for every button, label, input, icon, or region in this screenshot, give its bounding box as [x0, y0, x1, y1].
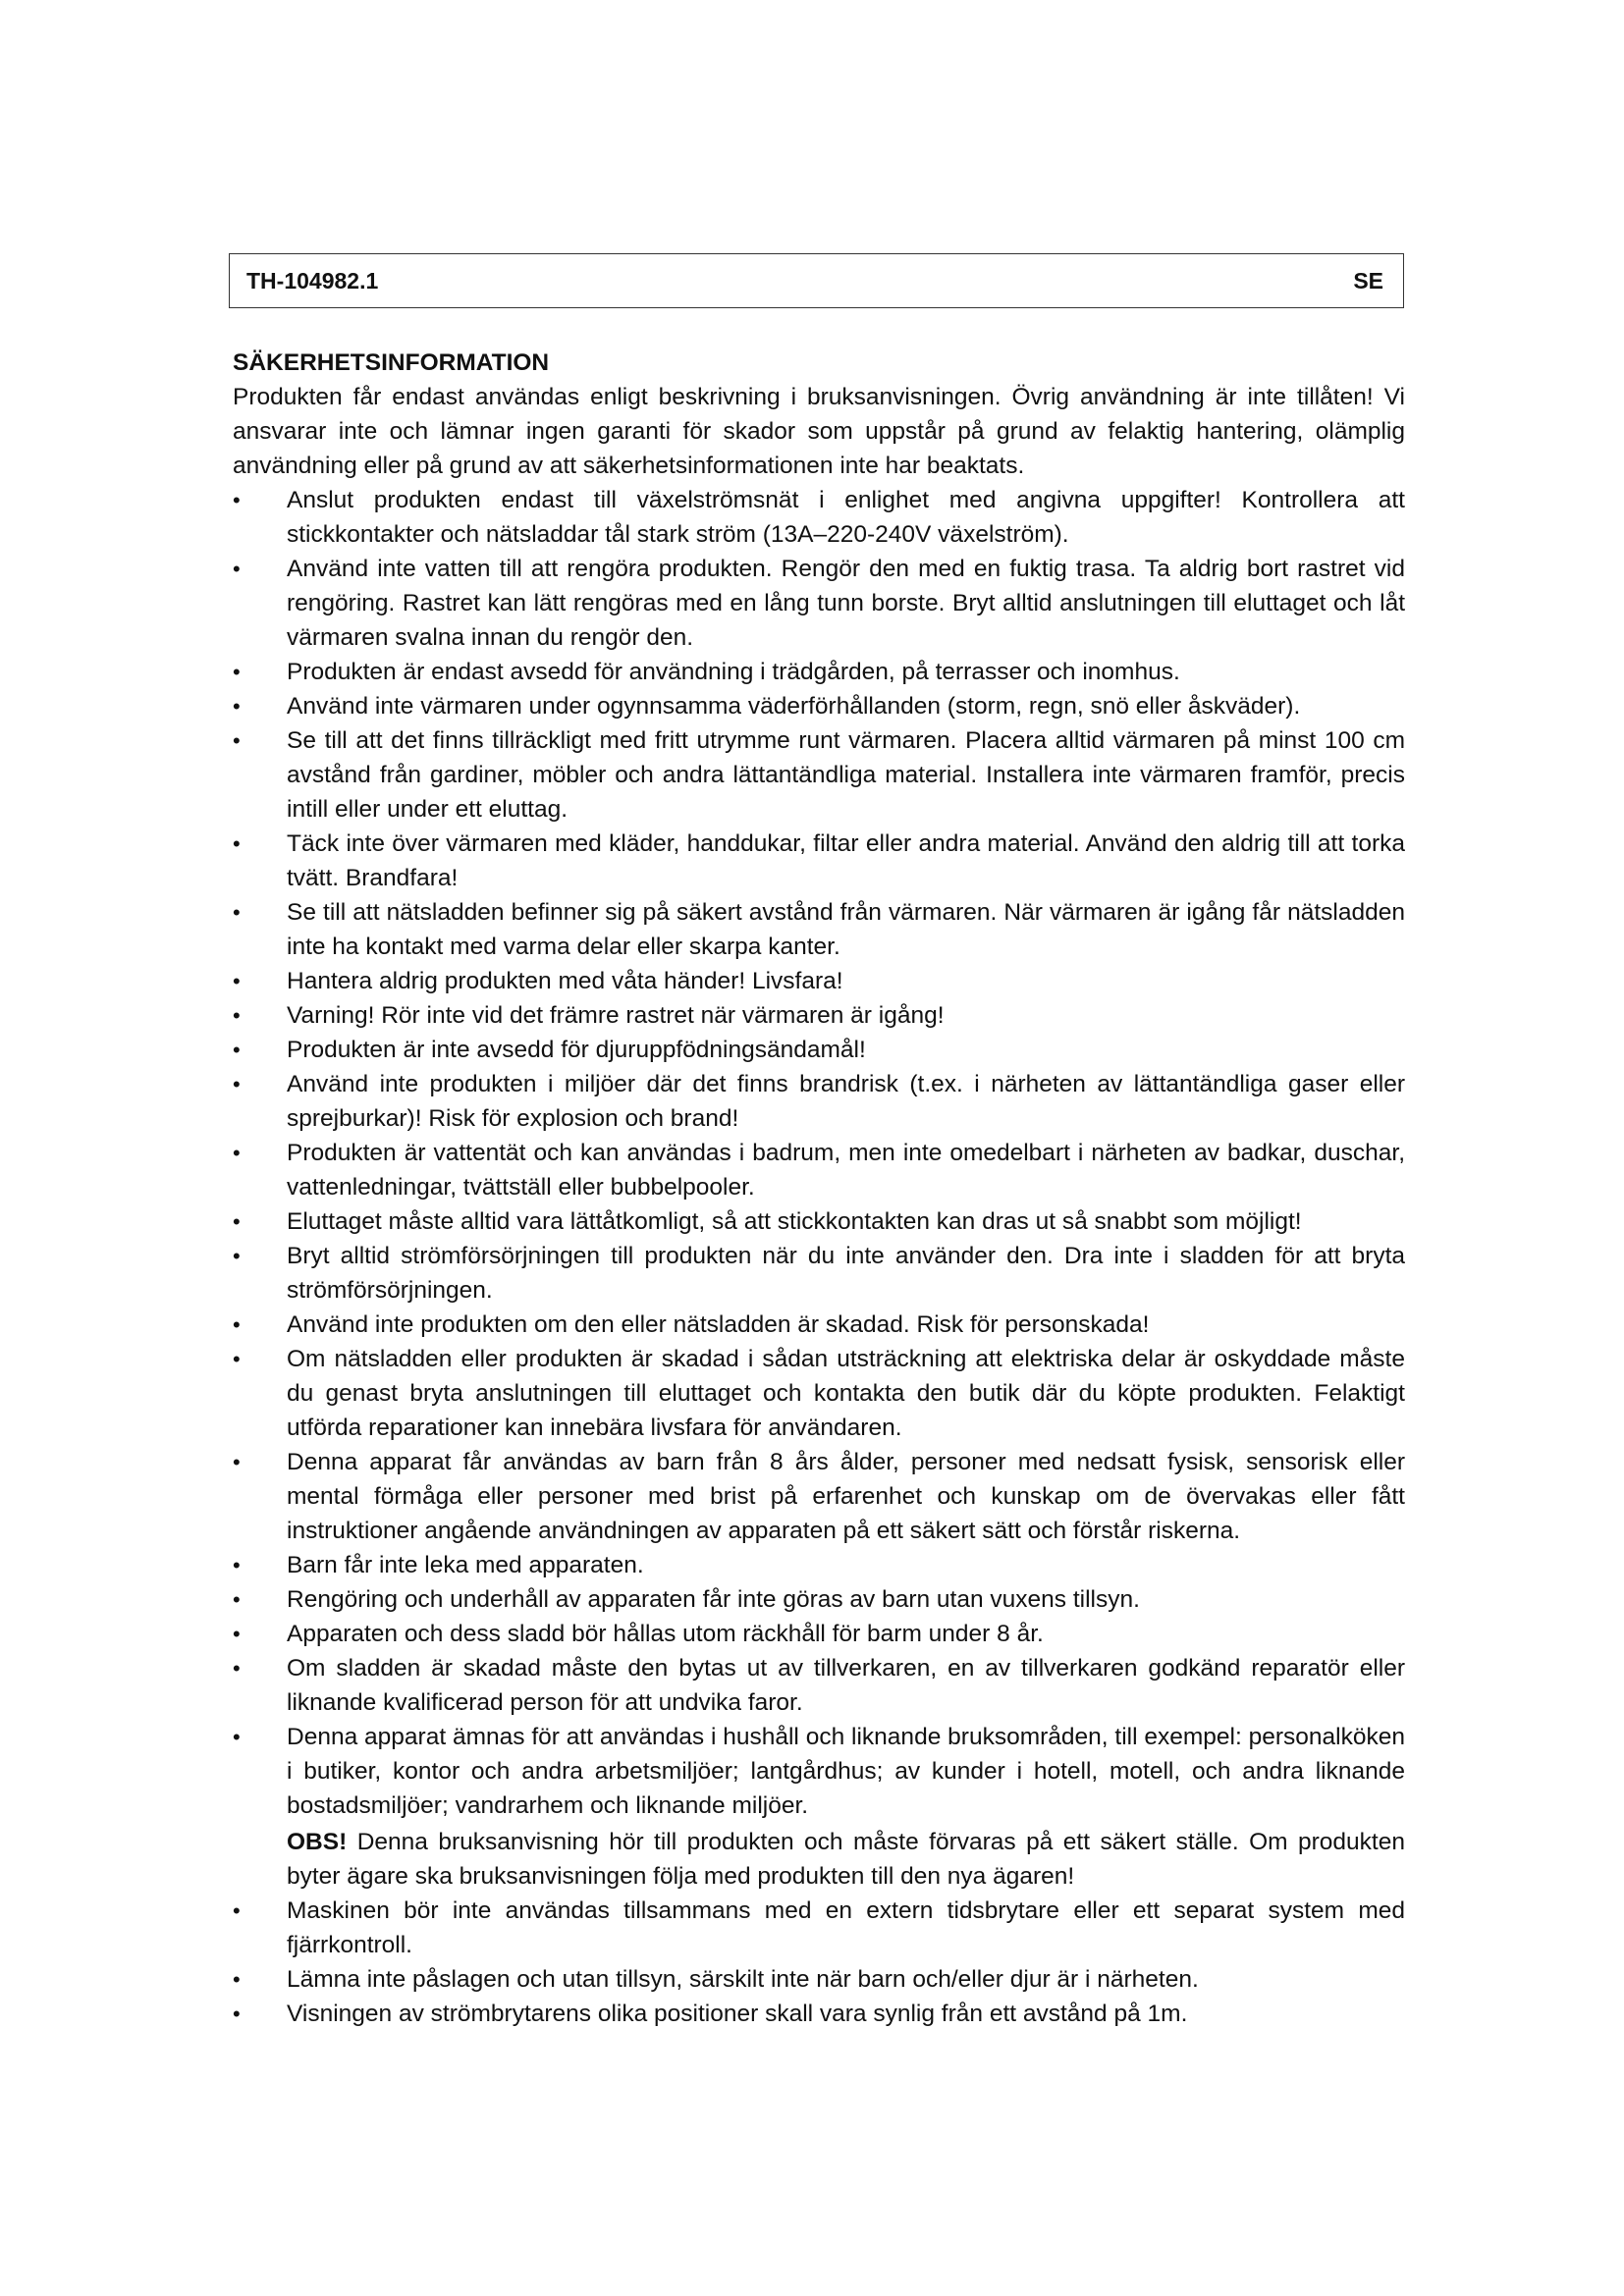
- list-item: [233, 1582, 1405, 1617]
- list-item: [233, 1308, 1405, 1342]
- bullet-icon: •: [233, 1967, 241, 1992]
- list-item-text: Apparaten och dess sladd bör hållas utom räckhåll för barm under 8 år.: [287, 1621, 1044, 1647]
- list-item-text: Se till att det finns tillräckligt med fritt utrymme runt värmaren. Placera alltid värmaren på minst 100 cm avstånd från gardiner, möbler och andra lättantändliga material. Installera inte värmaren framför, precis intill eller under ett eluttag.: [287, 727, 1405, 823]
- bullet-icon: •: [233, 1622, 241, 1646]
- list-item-text: Varning! Rör inte vid det främre rastret när värmaren är igång!: [287, 1002, 945, 1029]
- bullet-icon: •: [233, 1244, 241, 1268]
- list-item-text: Om nätsladden eller produkten är skadad i sådan utsträckning att elektriska delar är oskyddade måste du genast bryta anslutningen till eluttaget och kontakta den butik där du köpte produkten. Felaktigt utförda reparationer kan innebära livsfara för användaren.: [287, 1346, 1405, 1441]
- list-item-text: Barn får inte leka med apparaten.: [287, 1552, 644, 1578]
- list-item-text: Produkten är endast avsedd för användning i trädgården, på terrasser och inomhus.: [287, 659, 1180, 685]
- list-item-text: Se till att nätsladden befinner sig på säkert avstånd från värmaren. När värmaren är igång får nätsladden inte ha kontakt med varma delar eller skarpa kanter.: [287, 899, 1405, 960]
- document-id: TH-104982.1: [246, 267, 379, 294]
- bullet-icon: •: [233, 1072, 241, 1096]
- bullet-icon: •: [233, 1141, 241, 1165]
- bullet-icon: •: [233, 2002, 241, 2026]
- list-item: [233, 1617, 1405, 1651]
- list-item: [233, 552, 1405, 655]
- list-item: [233, 1720, 1405, 1894]
- bullet-icon: •: [233, 969, 241, 993]
- list-item-text: Rengöring och underhåll av apparaten får inte göras av barn utan vuxens tillsyn.: [287, 1586, 1140, 1613]
- list-item: [233, 1548, 1405, 1582]
- list-item: [233, 964, 1405, 998]
- list-item: [233, 655, 1405, 689]
- bullet-icon: •: [233, 488, 241, 512]
- list-item: [233, 1033, 1405, 1067]
- list-item: [233, 895, 1405, 964]
- list-item: [233, 998, 1405, 1033]
- bullet-icon: •: [233, 1656, 241, 1681]
- list-item-text: Om sladden är skadad måste den bytas ut av tillverkaren, en av tillverkaren godkänd reparatör eller liknande kvalificerad person för att undvika faror.: [287, 1655, 1405, 1716]
- list-item: [233, 1239, 1405, 1308]
- document-header-box: [229, 253, 1404, 308]
- bullet-icon: •: [233, 694, 241, 719]
- bullet-icon: •: [233, 1038, 241, 1062]
- list-item-text: Anslut produkten endast till växelströmsnät i enlighet med angivna uppgifter! Kontrollera att stickkontakter och nätsladdar tål stark ström (13A–220-240V växelström).: [287, 487, 1405, 548]
- list-item: [233, 689, 1405, 723]
- list-item: [233, 1962, 1405, 1997]
- list-item-text: Använd inte vatten till att rengöra produkten. Rengör den med en fuktig trasa. Ta aldrig bort rastret vid rengöring. Rastret kan lätt rengöras med en lång tunn borste. Bryt alltid anslutningen till eluttaget och låt värmaren svalna innan du rengör den.: [287, 556, 1405, 651]
- bullet-icon: •: [233, 1553, 241, 1577]
- list-item-text: Denna apparat får användas av barn från 8 års ålder, personer med nedsatt fysisk, sensorisk eller mental förmåga eller personer med brist på erfarenhet och kunskap om de övervakas eller fått instruktioner angående användningen av apparaten på ett säkert sätt och förstår riskerna.: [287, 1449, 1405, 1544]
- list-item: [233, 827, 1405, 895]
- bullet-icon: •: [233, 1725, 241, 1749]
- list-item-text: Eluttaget måste alltid vara lättåtkomligt, så att stickkontakten kan dras ut så snabbt som möjligt!: [287, 1208, 1302, 1235]
- bullet-icon: •: [233, 1450, 241, 1474]
- safety-list: [233, 483, 1405, 2031]
- intro-paragraph: Produkten får endast användas enligt beskrivning i bruksanvisningen. Övrig användning är inte tillåten! Vi ansvarar inte och lämnar ingen garanti för skador som uppstår på grund av felaktig hantering, olämplig användning eller på grund av att säkerhetsinformationen inte har beaktats.: [233, 384, 1405, 479]
- bullet-icon: •: [233, 728, 241, 753]
- list-item-text: Använd inte produkten om den eller nätsladden är skadad. Risk för personskada!: [287, 1311, 1150, 1338]
- list-item-text: Använd inte produkten i miljöer där det finns brandrisk (t.ex. i närheten av lättantändliga gaser eller sprejburkar)! Risk för explosion och brand!: [287, 1071, 1405, 1132]
- list-item: [233, 483, 1405, 552]
- bullet-icon: •: [233, 1587, 241, 1612]
- obs-label: OBS!: [287, 1829, 348, 1855]
- bullet-icon: •: [233, 831, 241, 856]
- list-item-text: Bryt alltid strömförsörjningen till produkten när du inte använder den. Dra inte i sladden för att bryta strömförsörjningen.: [287, 1243, 1405, 1304]
- list-item-text: Visningen av strömbrytarens olika positioner skall vara synlig från ett avstånd på 1m.: [287, 2001, 1188, 2027]
- list-item-text: Använd inte värmaren under ogynnsamma väderförhållanden (storm, regn, snö eller åskväder).: [287, 693, 1301, 720]
- bullet-icon: •: [233, 900, 241, 925]
- bullet-icon: •: [233, 1347, 241, 1371]
- list-item: [233, 1204, 1405, 1239]
- list-item: [233, 1894, 1405, 1962]
- list-item-text: Lämna inte påslagen och utan tillsyn, särskilt inte när barn och/eller djur är i närheten.: [287, 1966, 1199, 1993]
- list-item-text: Produkten är inte avsedd för djuruppfödningsändamål!: [287, 1037, 866, 1063]
- obs-note: [287, 1825, 1405, 1894]
- list-item: [233, 1342, 1405, 1445]
- obs-text: Denna bruksanvisning hör till produkten och måste förvaras på ett säkert ställe. Om produkten byter ägare ska bruksanvisningen följa med produkten till den nya ägaren!: [287, 1829, 1405, 1890]
- list-item: [233, 1445, 1405, 1548]
- list-item-text: Hantera aldrig produkten med våta händer! Livsfara!: [287, 968, 843, 994]
- section-title: SÄKERHETSINFORMATION: [233, 349, 550, 376]
- language-code: SE: [1353, 267, 1383, 294]
- list-item: [233, 723, 1405, 827]
- list-item: [233, 1067, 1405, 1136]
- bullet-icon: •: [233, 660, 241, 684]
- list-item-text: Täck inte över värmaren med kläder, handdukar, filtar eller andra material. Använd den aldrig till att torka tvätt. Brandfara!: [287, 830, 1405, 891]
- bullet-icon: •: [233, 1209, 241, 1234]
- bullet-icon: •: [233, 1003, 241, 1028]
- list-item-text: Produkten är vattentät och kan användas i badrum, men inte omedelbart i närheten av badkar, duschar, vattenledningar, tvättställ eller bubbelpooler.: [287, 1140, 1405, 1201]
- list-item: [233, 1997, 1405, 2031]
- list-item: [233, 1136, 1405, 1204]
- list-item-text: Denna apparat ämnas för att användas i hushåll och liknande bruksområden, till exempel: personalköken i butiker, kontor och andra arbetsmiljöer; lantgårdhus; av kunder i hotell, motell, och andra liknande bostadsmiljöer; vandrarhem och liknande miljöer.: [287, 1724, 1405, 1819]
- list-item-text: Maskinen bör inte användas tillsammans med en extern tidsbrytare eller ett separat system med fjärrkontroll.: [287, 1897, 1405, 1958]
- safety-section: [233, 346, 1405, 2031]
- bullet-icon: •: [233, 557, 241, 581]
- list-item: [233, 1651, 1405, 1720]
- bullet-icon: •: [233, 1312, 241, 1337]
- bullet-icon: •: [233, 1898, 241, 1923]
